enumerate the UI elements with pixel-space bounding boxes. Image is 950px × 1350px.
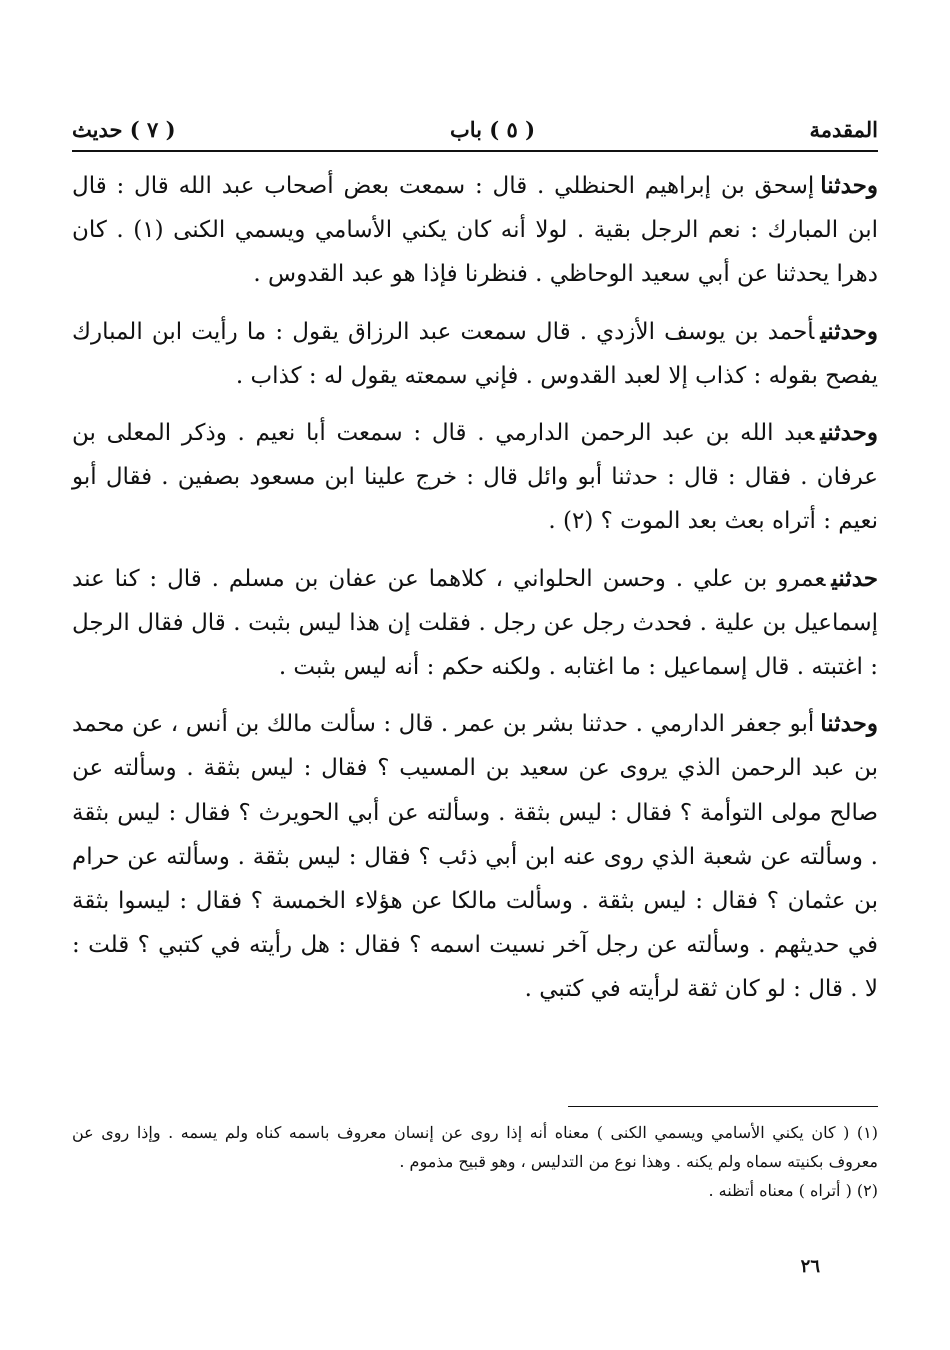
footnote-rule	[568, 1106, 878, 1107]
paragraph-text: إسحق بن إبراهيم الحنظلي . قال : سمعت بعض أصحاب عبد الله قال : قال ابن المبارك : نعم الرجل بقية . لولا أنه كان يكني الأسامي ويسمي الكنى (١) . كان دهرا يحدثنا عن أبي سعيد الوحاظي . فنظرنا فإذا هو عبد القدوس .	[72, 173, 879, 288]
hadith-paragraph-3	[72, 411, 878, 544]
paragraph-text: أحمد بن يوسف الأزدي . قال سمعت عبد الرزاق يقول : ما رأيت ابن المبارك يفصح بقوله : كذاب إلا لعبد القدوس . فإني سمعته يقول له : كذاب .	[72, 318, 878, 389]
paragraph-lead-word: وحدثنا	[820, 172, 878, 199]
paragraph-lead-word: وحدثني	[820, 419, 878, 447]
paragraph-text: عمرو بن علي . وحسن الحلواني ، كلاهما عن عفان بن مسلم . قال : كنا عند إسماعيل بن علية . فحدث رجل عن رجل . فقلت إن هذا ليس بثبت . قال فقال الرجل : اغتبته . قال إسماعيل : ما اغتابه . ولكنه حكم : أنه ليس بثبت .	[72, 565, 878, 681]
hadith-paragraph-2	[72, 310, 878, 398]
paragraph-lead-word: وحدثنا	[820, 710, 878, 738]
paragraph-text: أبو جعفر الدارمي . حدثنا بشر بن عمر . قال : سألت مالك بن أنس ، عن محمد بن عبد الرحمن الذي يروى عن سعيد بن المسيب ؟ فقال : ليس بثقة . وسألته عن صالح مولى التوأمة ؟ فقال : ليس بثقة . وسألته عن أبي الحويرث ؟ فقال : ليس بثقة . وسألته عن شعبة الذي روى عنه ابن أبي ذئب ؟ فقال : ليس بثقة . وسألته عن حرام بن عثمان ؟ فقال : ليس بثقة . وسألت مالكا عن هؤلاء الخمسة ؟ فقال : ليسوا بثقة في حديثهم . وسألته عن رجل آخر نسيت اسمه ؟ فقال : هل رأيته في كتبي ؟ قلت : لا . قال : لو كان ثقة لرأيته في كتبي .	[72, 711, 878, 1003]
hadith-paragraph-1	[72, 164, 878, 297]
paragraph-text: عبد الله بن عبد الرحمن الدارمي . قال : سمعت أبا نعيم . وذكر المعلى بن عرفان . فقال : قال : حدثنا أبو وائل قال : خرج علينا ابن مسعود بصفين . فقال أبو نعيم : أتراه بعث بعد الموت ؟ (٢) .	[72, 420, 878, 535]
header-hadith-number: ( ٧ ) حديث	[72, 116, 176, 142]
paragraph-lead-word: حدثني	[831, 564, 878, 592]
header-rule	[72, 150, 878, 152]
running-header	[72, 112, 878, 146]
page-number: ٢٦	[800, 1256, 820, 1277]
footnote-2: (٢) ( أتراه ) معناه أتظنه .	[708, 1181, 878, 1200]
footnote-1: (١) ( كان يكني الأسامي ويسمي الكنى ) معناه أنه إذا روى عن إنسان معروف باسمه كناه ولم يسمه . وإذا روى عن معروف بكنيته سماه ولم يكنه . وهذا نوع من التدليس ، وهو قبيح مذموم .	[72, 1123, 879, 1171]
paragraph-lead-word: وحدثني	[820, 317, 878, 345]
header-chapter-number: ( ٥ ) باب	[449, 116, 536, 142]
main-text	[72, 164, 878, 1025]
footnotes	[72, 1118, 878, 1205]
hadith-paragraph-5	[72, 702, 878, 1011]
header-section-title: المقدمة	[809, 116, 878, 142]
hadith-paragraph-4	[72, 557, 878, 690]
